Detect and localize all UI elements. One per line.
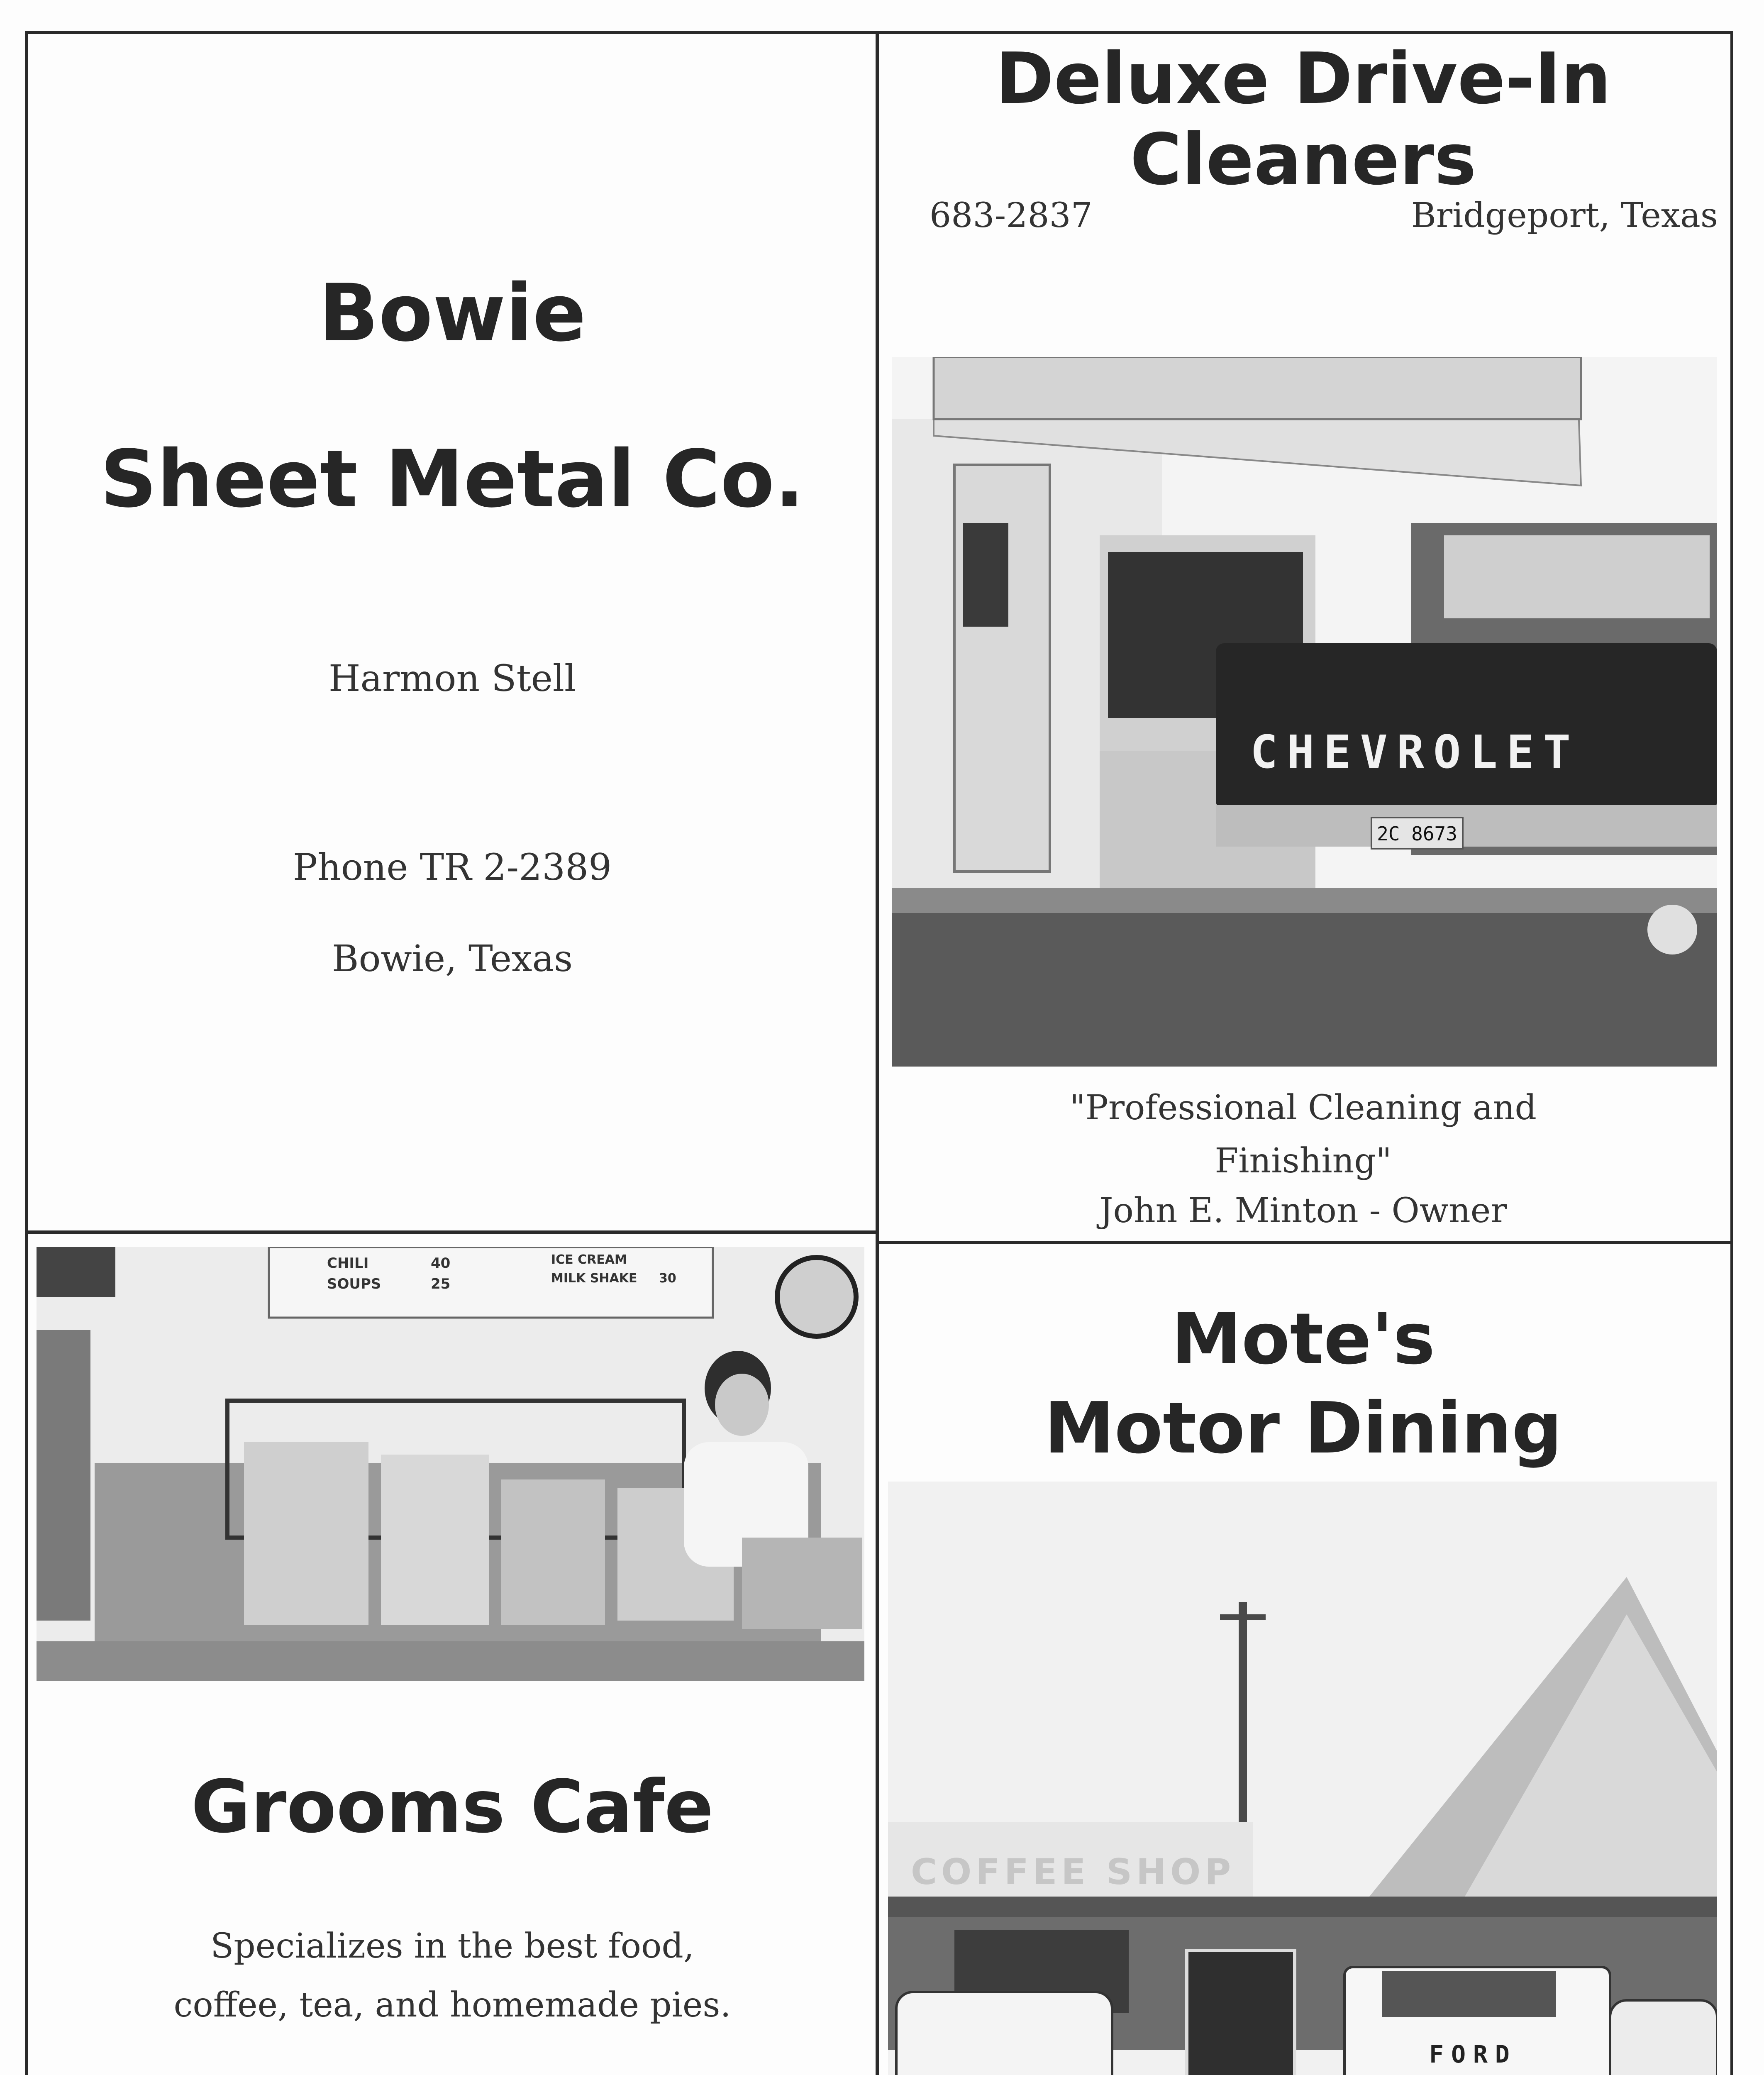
motes-truck-brand-text: FORD <box>1429 2040 1517 2068</box>
motes-building-sign-text: COFFEE SHOP <box>911 1851 1235 1893</box>
bowie-name-line1: Bowie <box>318 267 586 359</box>
grooms-counter-photo <box>37 1247 864 1681</box>
deluxe-slogan-line2: Finishing" <box>1215 1141 1392 1181</box>
grooms-menu-price1: 40 <box>431 1255 451 1272</box>
deluxe-owner: John E. Minton - Owner <box>1099 1191 1507 1230</box>
grooms-menu-line4: MILK SHAKE <box>551 1271 637 1286</box>
grooms-tagline-line2: coffee, tea, and homemade pies. <box>173 1985 731 2025</box>
deluxe-storefront-photo <box>892 357 1717 1067</box>
vertical-divider <box>876 31 879 2075</box>
deluxe-truck-brand-text: CHEVROLET <box>1250 725 1580 779</box>
motes-title-line2: Motor Dining <box>1044 1387 1562 1470</box>
bowie-name-line2: Sheet Metal Co. <box>100 433 805 525</box>
grooms-menu-line1: CHILI <box>327 1255 369 1272</box>
horizontal-divider-right <box>876 1241 1730 1244</box>
deluxe-title-line1: Deluxe Drive-In <box>995 38 1611 120</box>
grooms-menu-price2: 25 <box>431 1276 451 1292</box>
grooms-menu-line3: ICE CREAM <box>551 1252 627 1267</box>
deluxe-plate-text: 2C 8673 <box>1377 823 1457 845</box>
deluxe-phone: 683-2837 <box>930 196 1093 235</box>
grooms-menu-line2: SOUPS <box>327 1276 381 1292</box>
deluxe-slogan-line1: "Professional Cleaning and <box>1069 1088 1537 1128</box>
grooms-menu-price4: 30 <box>659 1271 676 1286</box>
motes-restaurant-photo <box>888 1482 1717 2075</box>
horizontal-divider-left <box>25 1230 879 1234</box>
motes-title-line1: Mote's <box>1171 1298 1435 1380</box>
grooms-name: Grooms Cafe <box>191 1765 714 1849</box>
bowie-phone: Phone TR 2-2389 <box>293 846 612 889</box>
bowie-location: Bowie, Texas <box>332 937 573 980</box>
deluxe-location: Bridgeport, Texas <box>1411 196 1718 235</box>
deluxe-title-line2: Cleaners <box>1130 119 1476 201</box>
grooms-tagline-line1: Specializes in the best food, <box>210 1926 694 1966</box>
bowie-contact: Harmon Stell <box>328 657 576 700</box>
